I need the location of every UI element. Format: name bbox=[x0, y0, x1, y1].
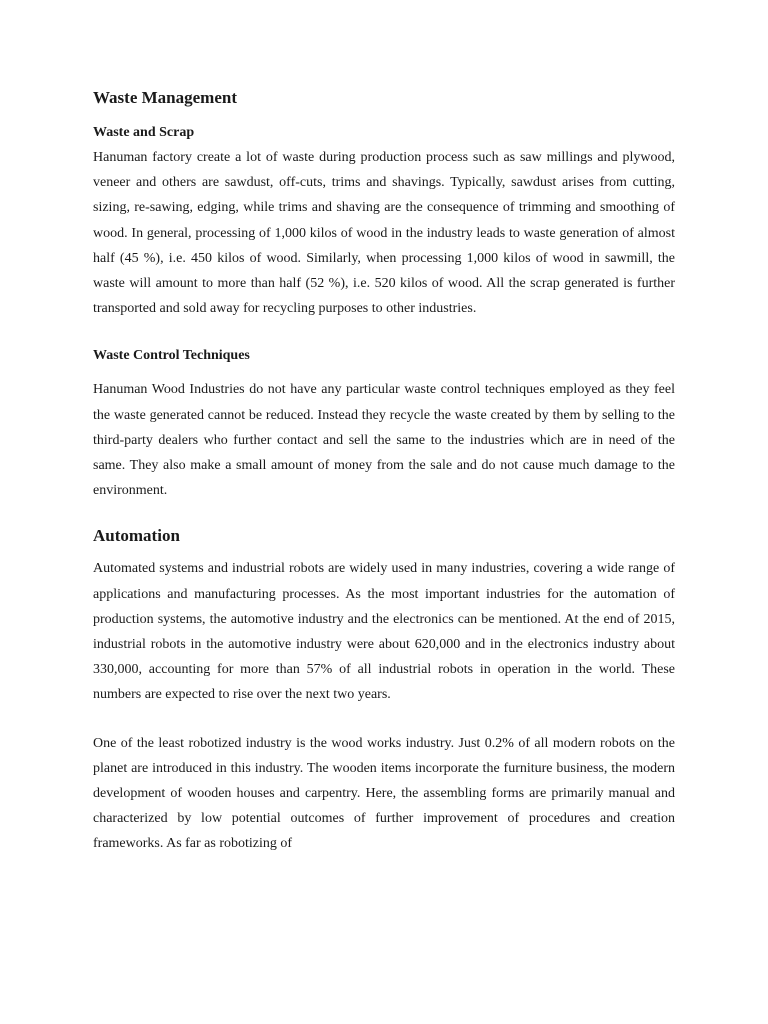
paragraph-waste-control-techniques: Hanuman Wood Industries do not have any particular waste control techniques employed as they feel the waste generated cannot be reduced. Instead they recycle the waste created by them by selling to the third-party dealers who further contact and sell the same to the industries which are in need of the same. They also make a small amount of money from the sale and do not cause much damage to the environment. bbox=[93, 382, 675, 499]
heading-waste-management: Waste Management bbox=[93, 88, 238, 107]
paragraph-automation-2: One of the least robotized industry is the wood works industry. Just 0.2% of all modern robots on the planet are introduced in this industry. The wooden items incorporate the furniture business, the modern development of wooden houses and carpentry. Here, the assembling forms are primarily manual and characterized by low potential outcomes of further improvement of procedures and creation frameworks. As far as robotizing of bbox=[93, 735, 675, 852]
document-body bbox=[93, 84, 675, 857]
paragraph-automation-1: Automated systems and industrial robots are widely used in many industries, covering a wide range of applications and manufacturing processes. As the most important industries for the automation of production systems, the automotive industry and the electronics can be mentioned. At the end of 2015, industrial robots in the automotive industry were about 620,000 and in the electronics industry about 330,000, accounting for more than 57% of all industrial robots in operation in the world. These numbers are expected to rise over the next two years. bbox=[93, 561, 675, 703]
paragraph-waste-and-scrap: Hanuman factory create a lot of waste during production process such as saw millings and plywood, veneer and others are sawdust, off-cuts, trims and shavings. Typically, sawdust arises from cutting, sizing, re-sawing, edging, while trims and shaving are the consequence of trimming and smoothing of wood. In general, processing of 1,000 kilos of wood in the industry leads to waste generation of almost half (45 %), i.e. 450 kilos of wood. Similarly, when processing 1,000 kilos of wood in sawmill, the waste will amount to more than half (52 %), i.e. 520 kilos of wood. All the scrap generated is further transported and sold away for recycling purposes to other industries. bbox=[93, 150, 675, 317]
heading-automation: Automation bbox=[93, 526, 180, 546]
heading-waste-control-techniques: Waste Control Techniques bbox=[93, 348, 250, 364]
heading-waste-and-scrap: Waste and Scrap bbox=[93, 125, 195, 140]
